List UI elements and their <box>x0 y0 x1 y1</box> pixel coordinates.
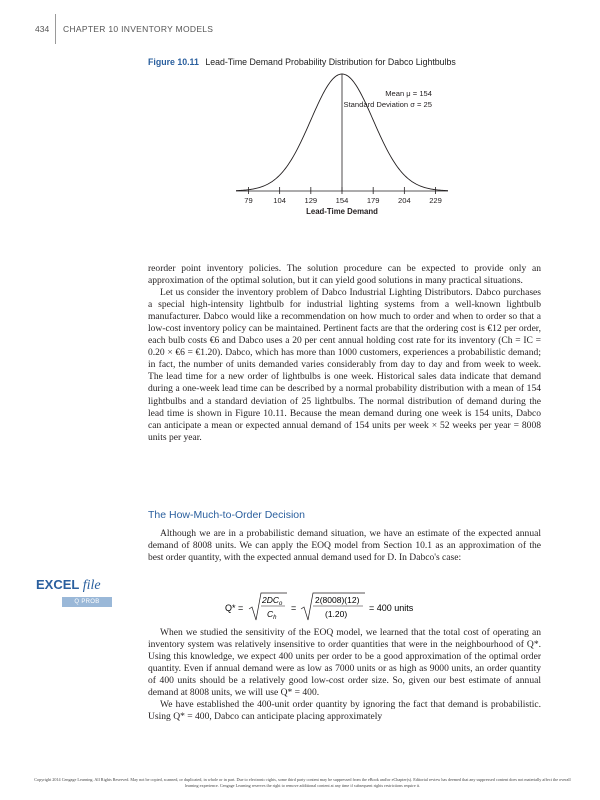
file-tag: Q PROB <box>62 597 112 607</box>
frac1-numerator: $2DC_o$ <box>262 595 283 607</box>
x-tick-label: 229 <box>429 196 442 205</box>
paragraph-3: Although we are in a probabilistic demand situation, we have an estimate of the expected annual demand of 8008 units. We can apply the EOQ model from Section 10.1 as an approximation of the best order quantity, with the expected annual demand used for D. In Dabco's case: <box>148 528 541 564</box>
section-heading: The How-Much-to-Order Decision <box>148 509 305 521</box>
page-number: 434 <box>35 24 50 34</box>
excel-file-label <box>36 577 101 594</box>
paragraph-2: Let us consider the inventory problem of Dabco Industrial Lighting Distributors. Dabco purchases a special high-intensity lightbulb for industrial lighting systems from a well-known lightbulb manufacturer. Dabco would like a recommendation on how much to order and when to order so that a low-cost inventory policy can be maintained. Pertinent facts are that the ordering cost is €12 per order, each bulb costs €6 and Dabco uses a 20 per cent annual holding cost rate for its inventory (Ch = IC = 0.20 × €6 = €1.20). Dabco, which has more than 1000 customers, experiences a probabilistic demand; in fact, the number of units demanded varies considerably from day to day and from week to week. The lead time for a new order of lightbulbs is one week. Historical sales data indicate that demand during a one-week lead time can be described by a normal probability distribution with a mean of 154 lightbulbs and a standard deviation of 25 lightbulbs. The normal distribution of demand during the lead time is shown in Figure 10.11. Because the mean demand during one week is 154 units, Dabco can anticipate a mean or expected annual demand of 154 units per week × 52 weeks per year = 8008 units per year. <box>148 287 541 443</box>
x-tick-label: 129 <box>304 196 318 205</box>
chapter-title: CHAPTER 10 INVENTORY MODELS <box>63 24 214 34</box>
x-tick-label: 204 <box>398 196 411 205</box>
figure-number: Figure 10.11 <box>148 57 199 67</box>
excel-file-word: file <box>82 578 101 593</box>
frac2-denominator: (1.20) <box>325 609 348 619</box>
figure-title: Lead-Time Demand Probability Distribution for Dabco Lightbulbs <box>205 57 456 67</box>
body-block-2 <box>148 528 541 564</box>
eoq-formula <box>205 589 465 627</box>
x-tick-label: 179 <box>366 196 380 205</box>
body-block-1 <box>148 263 541 444</box>
formula-result: = 400 units <box>369 603 414 613</box>
paragraph-4: When we studied the sensitivity of the EOQ model, we learned that the total cost of operating an inventory system was relatively insensitive to order quantities that were in the neighbourhood of Q*. Using this knowledge, we expect 400 units per order to be a good approximation of the optimal order quantity. Even if annual demand were as low as 7000 units or as high as 9000 units, an order quantity of 400 units should be a relatively good low-cost order size. So, given our best estimate of annual demand at 8008 units, we will use Q* = 400. <box>148 627 541 699</box>
x-tick-label: 154 <box>335 196 349 205</box>
formula-equals: = <box>291 603 297 613</box>
copyright-footer: Copyright 2014 Cengage Learning. All Rights Reserved. May not be copied, scanned, or duplicated, in whole or in part. Due to electronic rights, some third party content may be suppressed from the eBook and/or eChapter(s). Editorial review has deemed that any suppressed content does not materially affect the overall learning experience. Cengage Learning reserves the right to remove additional content at any time if subsequent rights restrictions require it. <box>34 777 571 788</box>
formula-lhs: Q* = <box>225 603 244 613</box>
body-block-3 <box>148 627 541 723</box>
frac1-denominator: $C_h$ <box>267 609 277 621</box>
legend-std-dev: Standard Deviation σ = 25 <box>343 100 432 109</box>
normal-distribution-chart <box>0 0 600 230</box>
excel-label: EXCEL <box>36 577 80 592</box>
legend-mean: Mean μ = 154 <box>385 89 432 98</box>
x-tick-label: 79 <box>244 196 253 205</box>
x-tick-label: 104 <box>273 196 286 205</box>
frac2-numerator: 2(8008)(12) <box>315 595 360 605</box>
paragraph-1: reorder point inventory policies. The solution procedure can be expected to provide only an approximation of the optimal solution, but it can yield good solutions in many practical situations. <box>148 263 541 287</box>
x-axis-label: Lead-Time Demand <box>306 207 378 216</box>
paragraph-5: We have established the 400-unit order quantity by ignoring the fact that demand is probabilistic. Using Q* = 400, Dabco can anticipate placing approximately <box>148 699 541 723</box>
